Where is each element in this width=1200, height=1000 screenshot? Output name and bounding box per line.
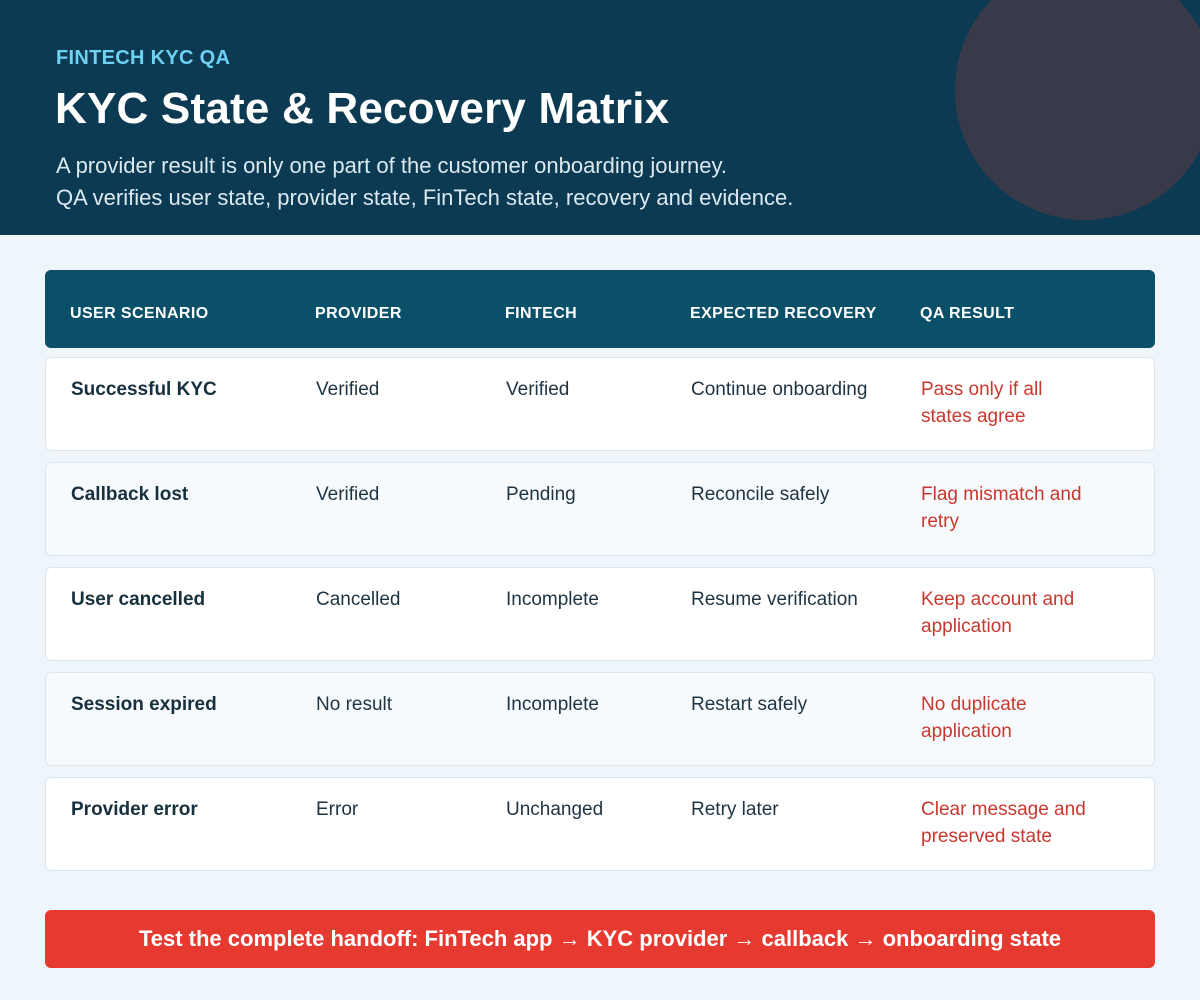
cell-fintech: Verified bbox=[506, 379, 570, 400]
cell-provider: Error bbox=[316, 799, 359, 820]
cell-fintech: Incomplete bbox=[506, 589, 599, 610]
cell-provider: Verified bbox=[316, 484, 380, 505]
table-row bbox=[45, 777, 1155, 871]
qa-result-line-2: application bbox=[921, 721, 1012, 742]
cell-qa-result bbox=[921, 481, 1121, 535]
qa-result-line-2: retry bbox=[921, 511, 959, 532]
handoff-banner: Test the complete handoff: FinTech app → KYC provider → callback → onboarding state bbox=[45, 910, 1155, 968]
eyebrow-label: FINTECH KYC QA bbox=[56, 47, 231, 69]
cell-expected-recovery: Continue onboarding bbox=[691, 379, 868, 400]
table-row bbox=[45, 672, 1155, 766]
qa-result-line-1: Pass only if all bbox=[921, 379, 1043, 400]
page-title: KYC State & Recovery Matrix bbox=[55, 84, 670, 133]
subtitle-line-1: A provider result is only one part of the customer onboarding journey. bbox=[56, 153, 727, 178]
table-row bbox=[45, 357, 1155, 451]
subtitle-line-2: QA verifies user state, provider state, FinTech state, recovery and evidence. bbox=[56, 185, 794, 210]
qa-result-line-1: Flag mismatch and bbox=[921, 484, 1082, 505]
page-subtitle bbox=[56, 150, 793, 214]
table-header bbox=[45, 270, 1155, 348]
cell-user-scenario: User cancelled bbox=[71, 589, 206, 610]
cell-provider: Cancelled bbox=[316, 589, 401, 610]
column-header-expected-recovery: EXPECTED RECOVERY bbox=[690, 305, 877, 322]
cell-expected-recovery: Reconcile safely bbox=[691, 484, 830, 505]
cell-qa-result bbox=[921, 691, 1121, 745]
cell-user-scenario: Session expired bbox=[71, 694, 217, 715]
cell-qa-result bbox=[921, 586, 1121, 640]
cell-provider: No result bbox=[316, 694, 393, 715]
cell-expected-recovery: Resume verification bbox=[691, 589, 858, 610]
qa-result-line-2: states agree bbox=[921, 406, 1026, 427]
decorative-circle bbox=[955, 0, 1200, 220]
cell-user-scenario: Callback lost bbox=[71, 484, 189, 505]
qa-result-line-1: Clear message and bbox=[921, 799, 1086, 820]
table-row bbox=[45, 567, 1155, 661]
cell-fintech: Unchanged bbox=[506, 799, 604, 820]
cell-expected-recovery: Restart safely bbox=[691, 694, 808, 715]
qa-result-line-2: preserved state bbox=[921, 826, 1052, 847]
cell-provider: Verified bbox=[316, 379, 380, 400]
qa-result-line-2: application bbox=[921, 616, 1012, 637]
page-header bbox=[0, 0, 1200, 235]
cell-fintech: Pending bbox=[506, 484, 576, 505]
cell-qa-result bbox=[921, 796, 1121, 850]
column-header-qa-result: QA RESULT bbox=[920, 305, 1015, 322]
column-header-user-scenario: USER SCENARIO bbox=[70, 305, 209, 322]
cell-user-scenario: Provider error bbox=[71, 799, 198, 820]
table-row bbox=[45, 462, 1155, 556]
column-header-fintech: FINTECH bbox=[505, 305, 578, 322]
cell-expected-recovery: Retry later bbox=[691, 799, 779, 820]
cell-fintech: Incomplete bbox=[506, 694, 599, 715]
column-header-provider: PROVIDER bbox=[315, 305, 402, 322]
qa-result-line-1: Keep account and bbox=[921, 589, 1075, 610]
cell-user-scenario: Successful KYC bbox=[71, 379, 217, 400]
cell-qa-result bbox=[921, 376, 1121, 430]
qa-result-line-1: No duplicate bbox=[921, 694, 1027, 715]
